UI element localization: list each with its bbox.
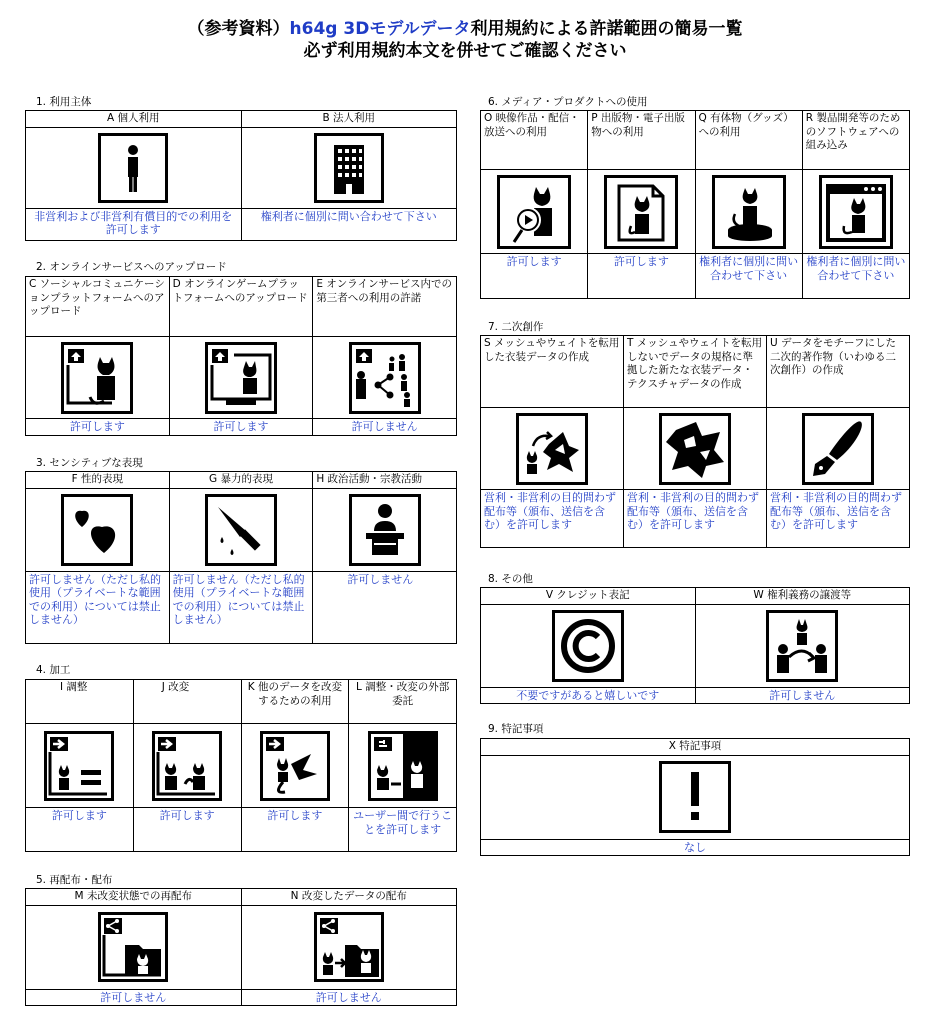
header-x: X 特記事項: [481, 739, 910, 756]
title-line-1: （参考資料）h64g 3Dモデルデータ利用規約による許諾範囲の簡易一覧: [187, 19, 743, 39]
header-u: U データをモチーフにした二次的著作物（いわゆる二次創作）の作成: [767, 336, 910, 408]
copyright-icon: [552, 610, 624, 682]
section-7-table: [480, 335, 910, 548]
video-play-icon: [497, 175, 571, 249]
section-3-table: [25, 471, 457, 644]
new-outfit-icon: [659, 413, 731, 485]
share-to-users-icon: [349, 342, 421, 414]
result-v: 不要ですがあると嬉しいです: [481, 687, 696, 704]
header-q: Q 有体物（グッズ）への利用: [695, 111, 802, 170]
share-folder-icon: [98, 912, 168, 982]
page-title: [0, 18, 930, 62]
section-1-table: [25, 110, 457, 241]
result-k: 許可します: [241, 808, 349, 852]
result-h: 許可しません: [313, 571, 457, 643]
document-icon: [604, 175, 678, 249]
header-d: D オンラインゲームプラットフォームへのアップロード: [169, 277, 313, 337]
section-5-title: 5. 再配布・配布: [36, 874, 113, 886]
result-t: 営利・非営利の目的問わず配布等（頒布、送信を含む）を許可します: [624, 490, 767, 548]
result-n: 許可しません: [241, 989, 457, 1006]
title-model-name: h64g 3Dモデルデータ: [289, 19, 471, 39]
section-2-title: 2. オンラインサービスへのアップロード: [36, 261, 227, 273]
result-p: 許可します: [588, 254, 695, 299]
upload-avatar-icon: [61, 342, 133, 414]
section-9-title: 9. 特記事項: [488, 723, 544, 735]
section-8-table: [480, 587, 910, 704]
figure-goods-icon: [712, 175, 786, 249]
modify-icon: [152, 731, 222, 801]
header-j: J 改変: [133, 680, 241, 724]
result-q: 権利者に個別に問い合わせて下さい: [695, 254, 802, 299]
result-e: 許可しません: [313, 419, 457, 436]
section-3-title: 3. センシティブな表現: [36, 457, 143, 469]
title-line-2: 必ず利用規約本文を併せてご確認ください: [303, 41, 627, 61]
header-l: L 調整・改変の外部委託: [349, 680, 457, 724]
header-o: O 映像作品・配信・放送への利用: [481, 111, 588, 170]
section-6-table: [480, 110, 910, 299]
result-w: 許可しません: [695, 687, 910, 704]
result-g: 許可しません（ただし私的使用（プライベートな範囲での利用）については禁止しません）: [169, 571, 313, 643]
office-building-icon: [314, 133, 384, 203]
result-d: 許可します: [169, 419, 313, 436]
header-i: I 調整: [26, 680, 134, 724]
result-i: 許可します: [26, 808, 134, 852]
header-f: F 性的表現: [26, 472, 170, 489]
section-8-title: 8. その他: [488, 573, 533, 585]
result-x: なし: [481, 839, 910, 856]
section-6-title: 6. メディア・プロダクトへの使用: [488, 96, 648, 108]
section-1-title: 1. 利用主体: [36, 96, 92, 108]
section-5-table: [25, 888, 457, 1006]
transfer-rights-icon: [766, 610, 838, 682]
outfit-transfer-icon: [516, 413, 588, 485]
adjust-equals-icon: [44, 731, 114, 801]
header-p: P 出版物・電子出版物への利用: [588, 111, 695, 170]
result-b: 権利者に個別に問い合わせて下さい: [241, 208, 457, 240]
header-a: A 個人利用: [26, 111, 242, 128]
header-r: R 製品開発等のためのソフトウェアへの組み込み: [802, 111, 909, 170]
result-r: 権利者に個別に問い合わせて下さい: [802, 254, 909, 299]
header-e: E オンラインサービス内での第三者への利用の許諾: [313, 277, 457, 337]
result-m: 許可しません: [26, 989, 242, 1006]
header-b: B 法人利用: [241, 111, 457, 128]
result-f: 許可しません（ただし私的使用（プライベートな範囲での利用）については禁止しません）: [26, 571, 170, 643]
header-g: G 暴力的表現: [169, 472, 313, 489]
upload-game-icon: [205, 342, 277, 414]
share-modified-icon: [314, 912, 384, 982]
header-n: N 改変したデータの配布: [241, 889, 457, 906]
header-v: V クレジット表記: [481, 588, 696, 605]
outsource-icon: [368, 731, 438, 801]
header-k: K 他のデータを改変するための利用: [241, 680, 349, 724]
hearts-icon: [61, 494, 133, 566]
pen-nib-icon: [802, 413, 874, 485]
header-m: M 未改変状態での再配布: [26, 889, 242, 906]
section-7-title: 7. 二次創作: [488, 321, 544, 333]
result-o: 許可します: [481, 254, 588, 299]
section-4-title: 4. 加工: [36, 664, 71, 676]
modify-other-icon: [260, 731, 330, 801]
person-icon: [98, 133, 168, 203]
result-u: 営利・非営利の目的問わず配布等（頒布、送信を含む）を許可します: [767, 490, 910, 548]
software-window-icon: [819, 175, 893, 249]
section-9-table: [480, 738, 910, 856]
knife-icon: [205, 494, 277, 566]
exclamation-icon: [659, 761, 731, 833]
podium-icon: [349, 494, 421, 566]
section-2-table: [25, 276, 457, 436]
section-4-table: [25, 679, 457, 852]
header-t: T メッシュやウェイトを転用しないでデータの規格に準拠した新たな衣装データ・テクスチャデータの作成: [624, 336, 767, 408]
header-h: H 政治活動・宗教活動: [313, 472, 457, 489]
header-c: C ソーシャルコミュニケーションプラットフォームへのアップロード: [26, 277, 170, 337]
result-s: 営利・非営利の目的問わず配布等（頒布、送信を含む）を許可します: [481, 490, 624, 548]
result-a: 非営利および非営利有償目的での利用を許可します: [26, 208, 242, 240]
header-w: W 権利義務の譲渡等: [695, 588, 910, 605]
result-j: 許可します: [133, 808, 241, 852]
header-s: S メッシュやウェイトを転用した衣装データの作成: [481, 336, 624, 408]
result-l: ユーザー間で行うことを許可します: [349, 808, 457, 852]
result-c: 許可します: [26, 419, 170, 436]
